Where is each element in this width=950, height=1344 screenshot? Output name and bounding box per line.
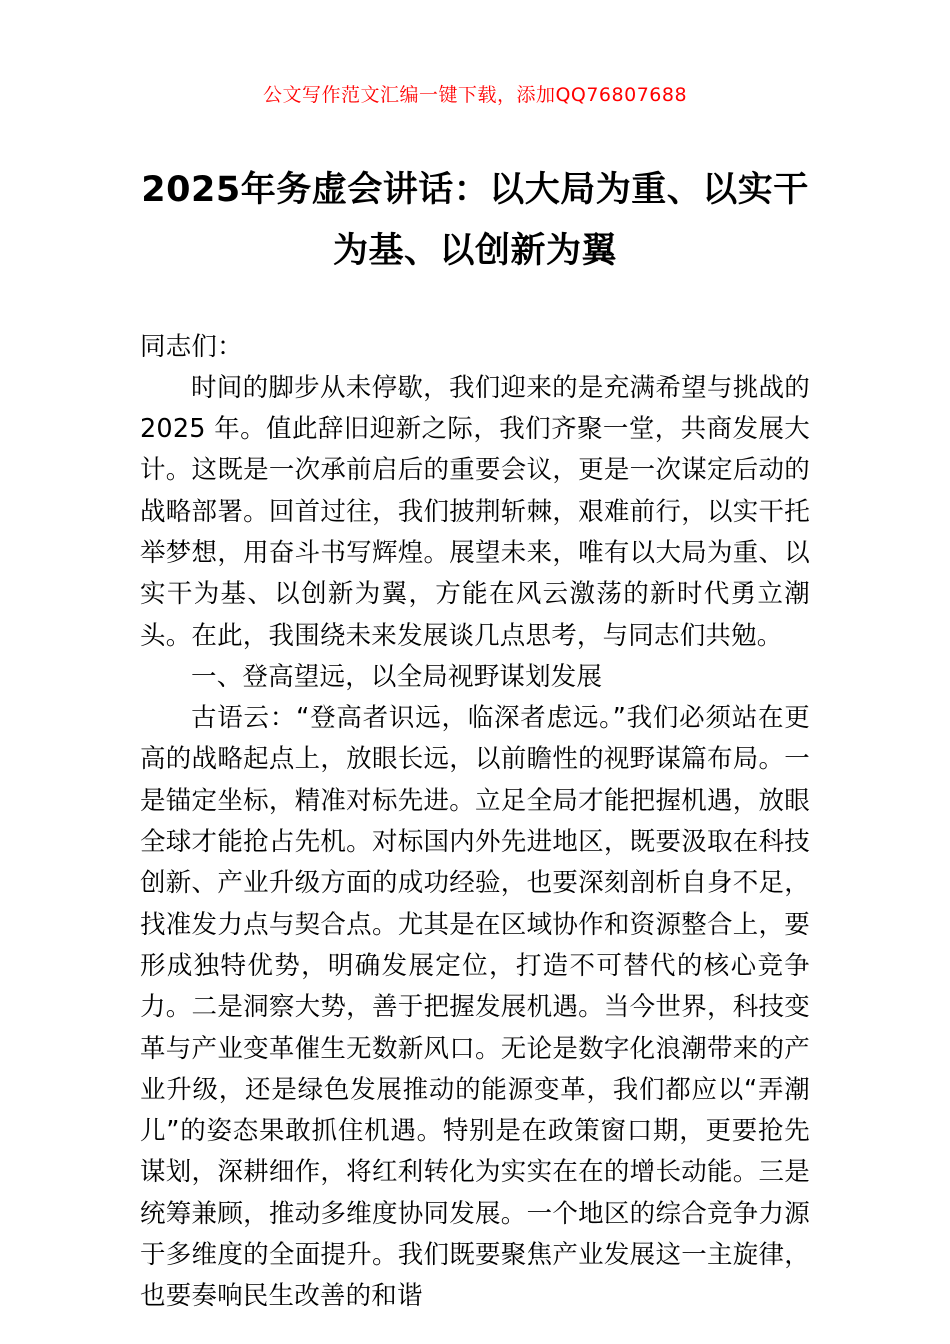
paragraph-intro: 时间的脚步从未停歇，我们迎来的是充满希望与挑战的 2025 年。值此辞旧迎新之际，我们齐聚一堂，共商发展大计。这既是一次承前启后的重要会议，更是一次谋定后动的战略部署。回首过往，我们披荆斩棘，艰难前行，以实干托举梦想，用奋斗书写辉煌。展望未来，唯有以大局为重、以实干为基、以创新为翼，方能在风云激荡的新时代勇立潮头。在此，我围绕未来发展谈几点思考，与同志们共勉。 [140,372,810,651]
page-title: 2025年务虚会讲话：以大局为重、以实干为基、以创新为翼 [141,170,809,272]
paragraph-section-heading-1: 一、登高望远，以全局视野谋划发展 [191,661,603,692]
watermark-text: 公文写作范文汇编一键下载，添加QQ76807688 [262,84,688,106]
document-body [140,327,810,1318]
paragraph-salutation: 同志们： [140,331,243,362]
paragraph-section-body-1: 古语云：“登高者识远，临深者虑远。”我们必须站在更高的战略起点上，放眼长远，以前瞻性的视野谋篇布局。一是锚定坐标，精准对标先进。立足全局才能把握机遇，放眼全球才能抢占先机。对标国内外先进地区，既要汲取在科技创新、产业升级方面的成功经验，也要深刻剖析自身不足，找准发力点与契合点。尤其是在区域协作和资源整合上，要形成独特优势，明确发展定位，打造不可替代的核心竞争力。二是洞察大势，善于把握发展机遇。当今世界，科技变革与产业变革催生无数新风口。无论是数字化浪潮带来的产业升级，还是绿色发展推动的能源变革，我们都应以“弄潮儿”的姿态果敢抓住机遇。特别是在政策窗口期，更要抢先谋划，深耕细作，将红利转化为实实在在的增长动能。三是统筹兼顾，推动多维度协同发展。一个地区的综合竞争力源于多维度的全面提升。我们既要聚焦产业发展这一主旋律，也要奏响民生改善的和谐 [140,703,810,1312]
